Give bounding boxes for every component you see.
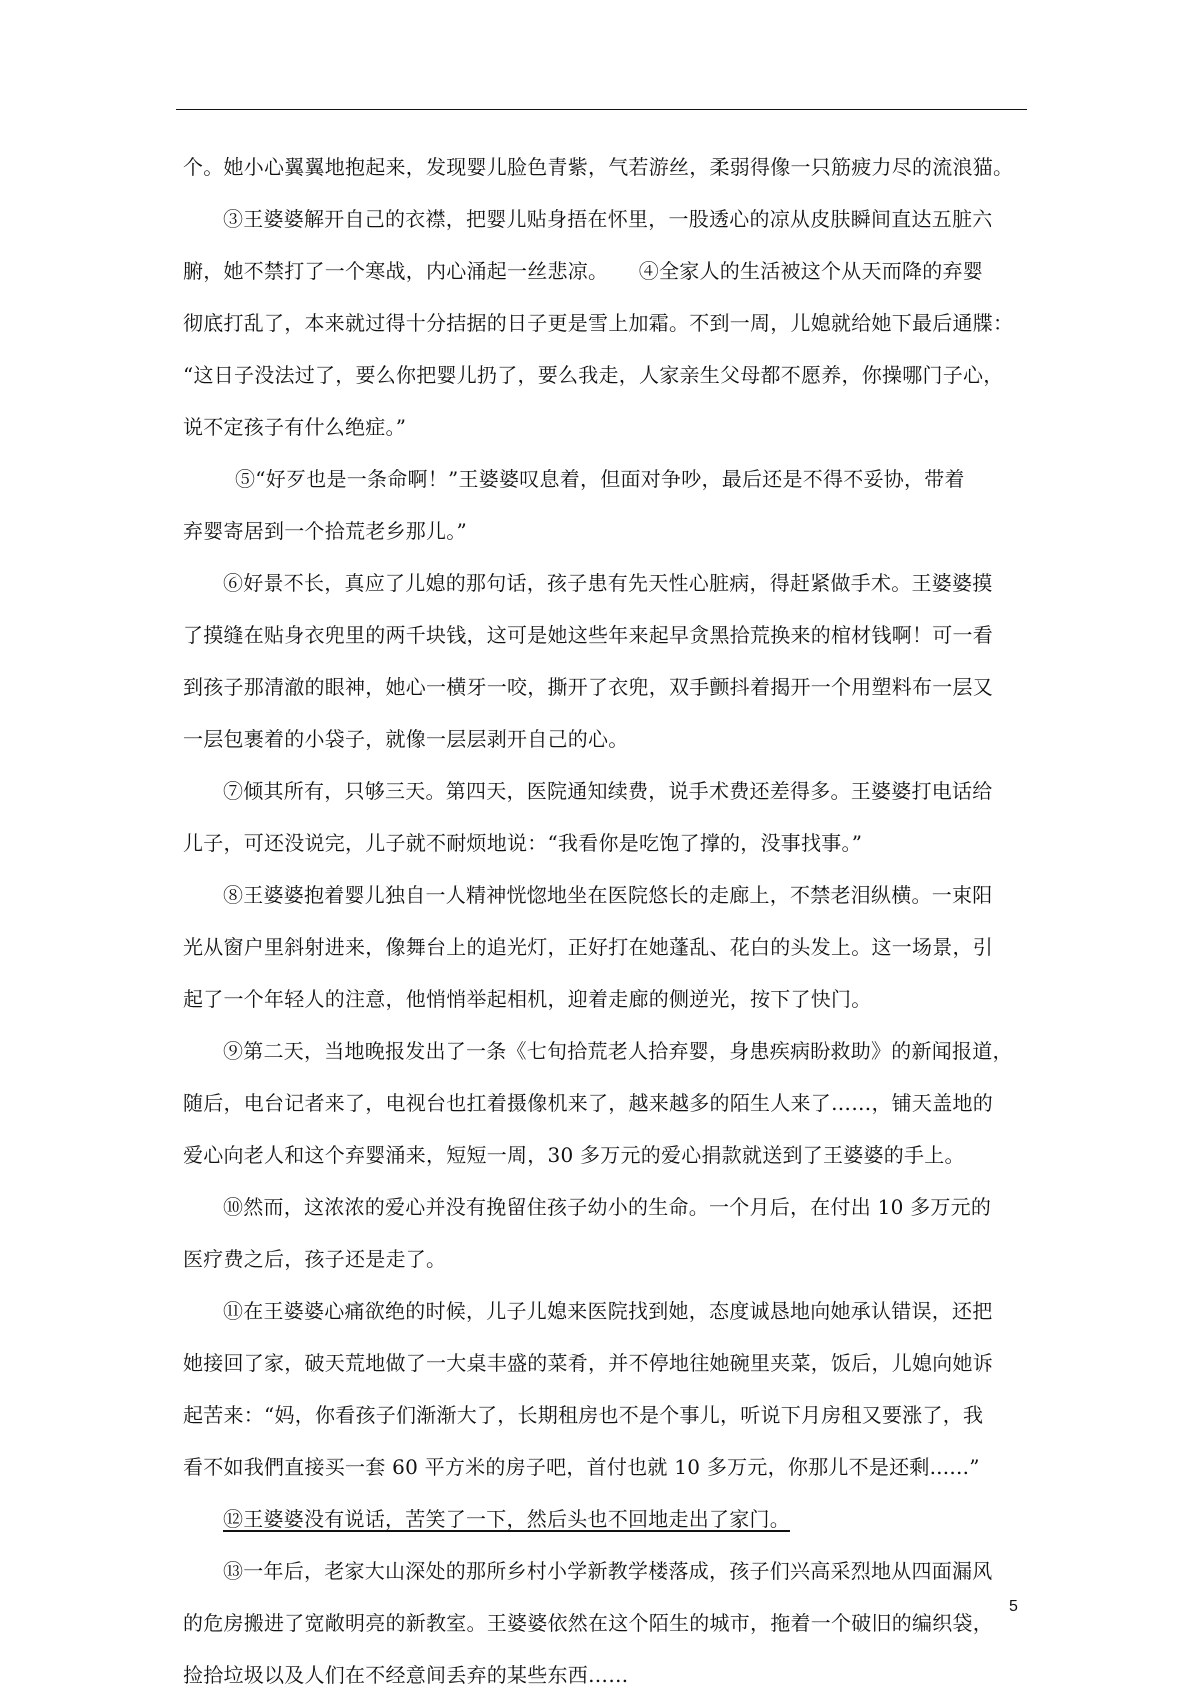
text-line: 她接回了家，破天荒地做了一大桌丰盛的菜肴，并不停地往她碗里夹菜，饭后，儿媳向她诉 <box>183 1351 993 1375</box>
text-line: 彻底打乱了，本来就过得十分拮据的日子更是雪上加霜。不到一周，儿媳就给她下最后通牒： <box>183 311 1014 335</box>
text-line: 捡拾垃圾以及人们在不经意间丢弃的某些东西…… <box>183 1663 629 1687</box>
paragraph-8-start: ⑧王婆婆抱着婴儿独自一人精神恍惚地坐在医院悠长的走廊上，不禁老泪纵横。一束阳 <box>223 883 993 907</box>
text-line: 腑，她不禁打了一个寒战，内心涌起一丝悲凉。 ④全家人的生活被这个从天而降的弃婴 <box>183 259 983 283</box>
paragraph-13-start: ⑬一年后，老家大山深处的那所乡村小学新教学楼落成，孩子们兴高采烈地从四面漏风 <box>223 1559 993 1583</box>
text-line: 个。她小心翼翼地抱起来，发现婴儿脸色青紫，气若游丝，柔弱得像一只筋疲力尽的流浪猫。 <box>183 155 1014 179</box>
text-line: 儿子，可还没说完，儿子就不耐烦地说：“我看你是吃饱了撑的，没事找事。” <box>183 831 863 855</box>
paragraph-11-start: ⑪在王婆婆心痛欲绝的时候，儿子儿媳来医院找到她，态度诚恳地向她承认错误，还把 <box>223 1299 993 1323</box>
text-line: 随后，电台记者来了，电视台也扛着摄像机来了，越来越多的陌生人来了……，铺天盖地的 <box>183 1091 993 1115</box>
text-line: 医疗费之后，孩子还是走了。 <box>183 1247 447 1271</box>
text-line: 起了一个年轻人的注意，他悄悄举起相机，迎着走廊的侧逆光，按下了快门。 <box>183 987 872 1011</box>
page-number: 5 <box>1009 1598 1018 1615</box>
text-line: “这日子没法过了，要么你把婴儿扔了，要么我走，人家亲生父母都不愿养，你操哪门子心， <box>183 363 1004 387</box>
text-line: 到孩子那清澈的眼神，她心一横牙一咬，撕开了衣兜，双手颤抖着揭开一个用塑料布一层又 <box>183 675 993 699</box>
paragraph-10-start: ⑩然而，这浓浓的爱心并没有挽留住孩子幼小的生命。一个月后，在付出 10 多万元的 <box>223 1195 992 1219</box>
underlined-sentence: ⑫王婆婆没有说话，苦笑了一下，然后头也不回地走出了家门。 <box>223 1507 790 1531</box>
paragraph-12-underlined <box>183 1499 1033 1539</box>
body-text <box>183 147 1033 1695</box>
text-line: 一层包裹着的小袋子，就像一层层剥开自己的心。 <box>183 727 629 751</box>
text-line: 的危房搬进了宽敞明亮的新教室。王婆婆依然在这个陌生的城市，拖着一个破旧的编织袋， <box>183 1611 993 1635</box>
paragraph-6-start: ⑥好景不长，真应了儿媳的那句话，孩子患有先天性心脏病，得赶紧做手术。王婆婆摸 <box>223 571 993 595</box>
paragraph-5-start: ⑤“好歹也是一条命啊！”王婆婆叹息着，但面对争吵，最后还是不得不妥协，带着 <box>235 467 965 491</box>
paragraph-3-start: ③王婆婆解开自己的衣襟，把婴儿贴身捂在怀里，一股透心的凉从皮肤瞬间直达五脏六 <box>223 207 993 231</box>
text-line: 起苦来：“妈，你看孩子们渐渐大了，长期租房也不是个事儿，听说下月房租又要涨了，我 <box>183 1403 984 1427</box>
paragraph-9-start: ⑨第二天，当地晚报发出了一条《七旬拾荒老人拾弃婴，身患疾病盼救助》的新闻报道， <box>223 1039 1013 1063</box>
text-line: 了摸缝在贴身衣兜里的两千块钱，这可是她这些年来起早贪黑拾荒换来的棺材钱啊！可一看 <box>183 623 993 647</box>
paragraph-7-start: ⑦倾其所有，只够三天。第四天，医院通知续费，说手术费还差得多。王婆婆打电话给 <box>223 779 993 803</box>
text-line: 看不如我們直接买一套 60 平方米的房子吧，首付也就 10 多万元，你那儿不是还剩......” <box>183 1455 980 1479</box>
header-rule <box>176 109 1027 110</box>
text-line: 说不定孩子有什么绝症。” <box>183 415 407 439</box>
text-line: 光从窗户里斜射进来，像舞台上的追光灯，正好打在她蓬乱、花白的头发上。这一场景，引 <box>183 935 993 959</box>
text-line: 爱心向老人和这个弃婴涌来，短短一周，30 多万元的爱心捐款就送到了王婆婆的手上。 <box>183 1143 965 1167</box>
text-line: 弃婴寄居到一个拾荒老乡那儿。” <box>183 519 467 543</box>
